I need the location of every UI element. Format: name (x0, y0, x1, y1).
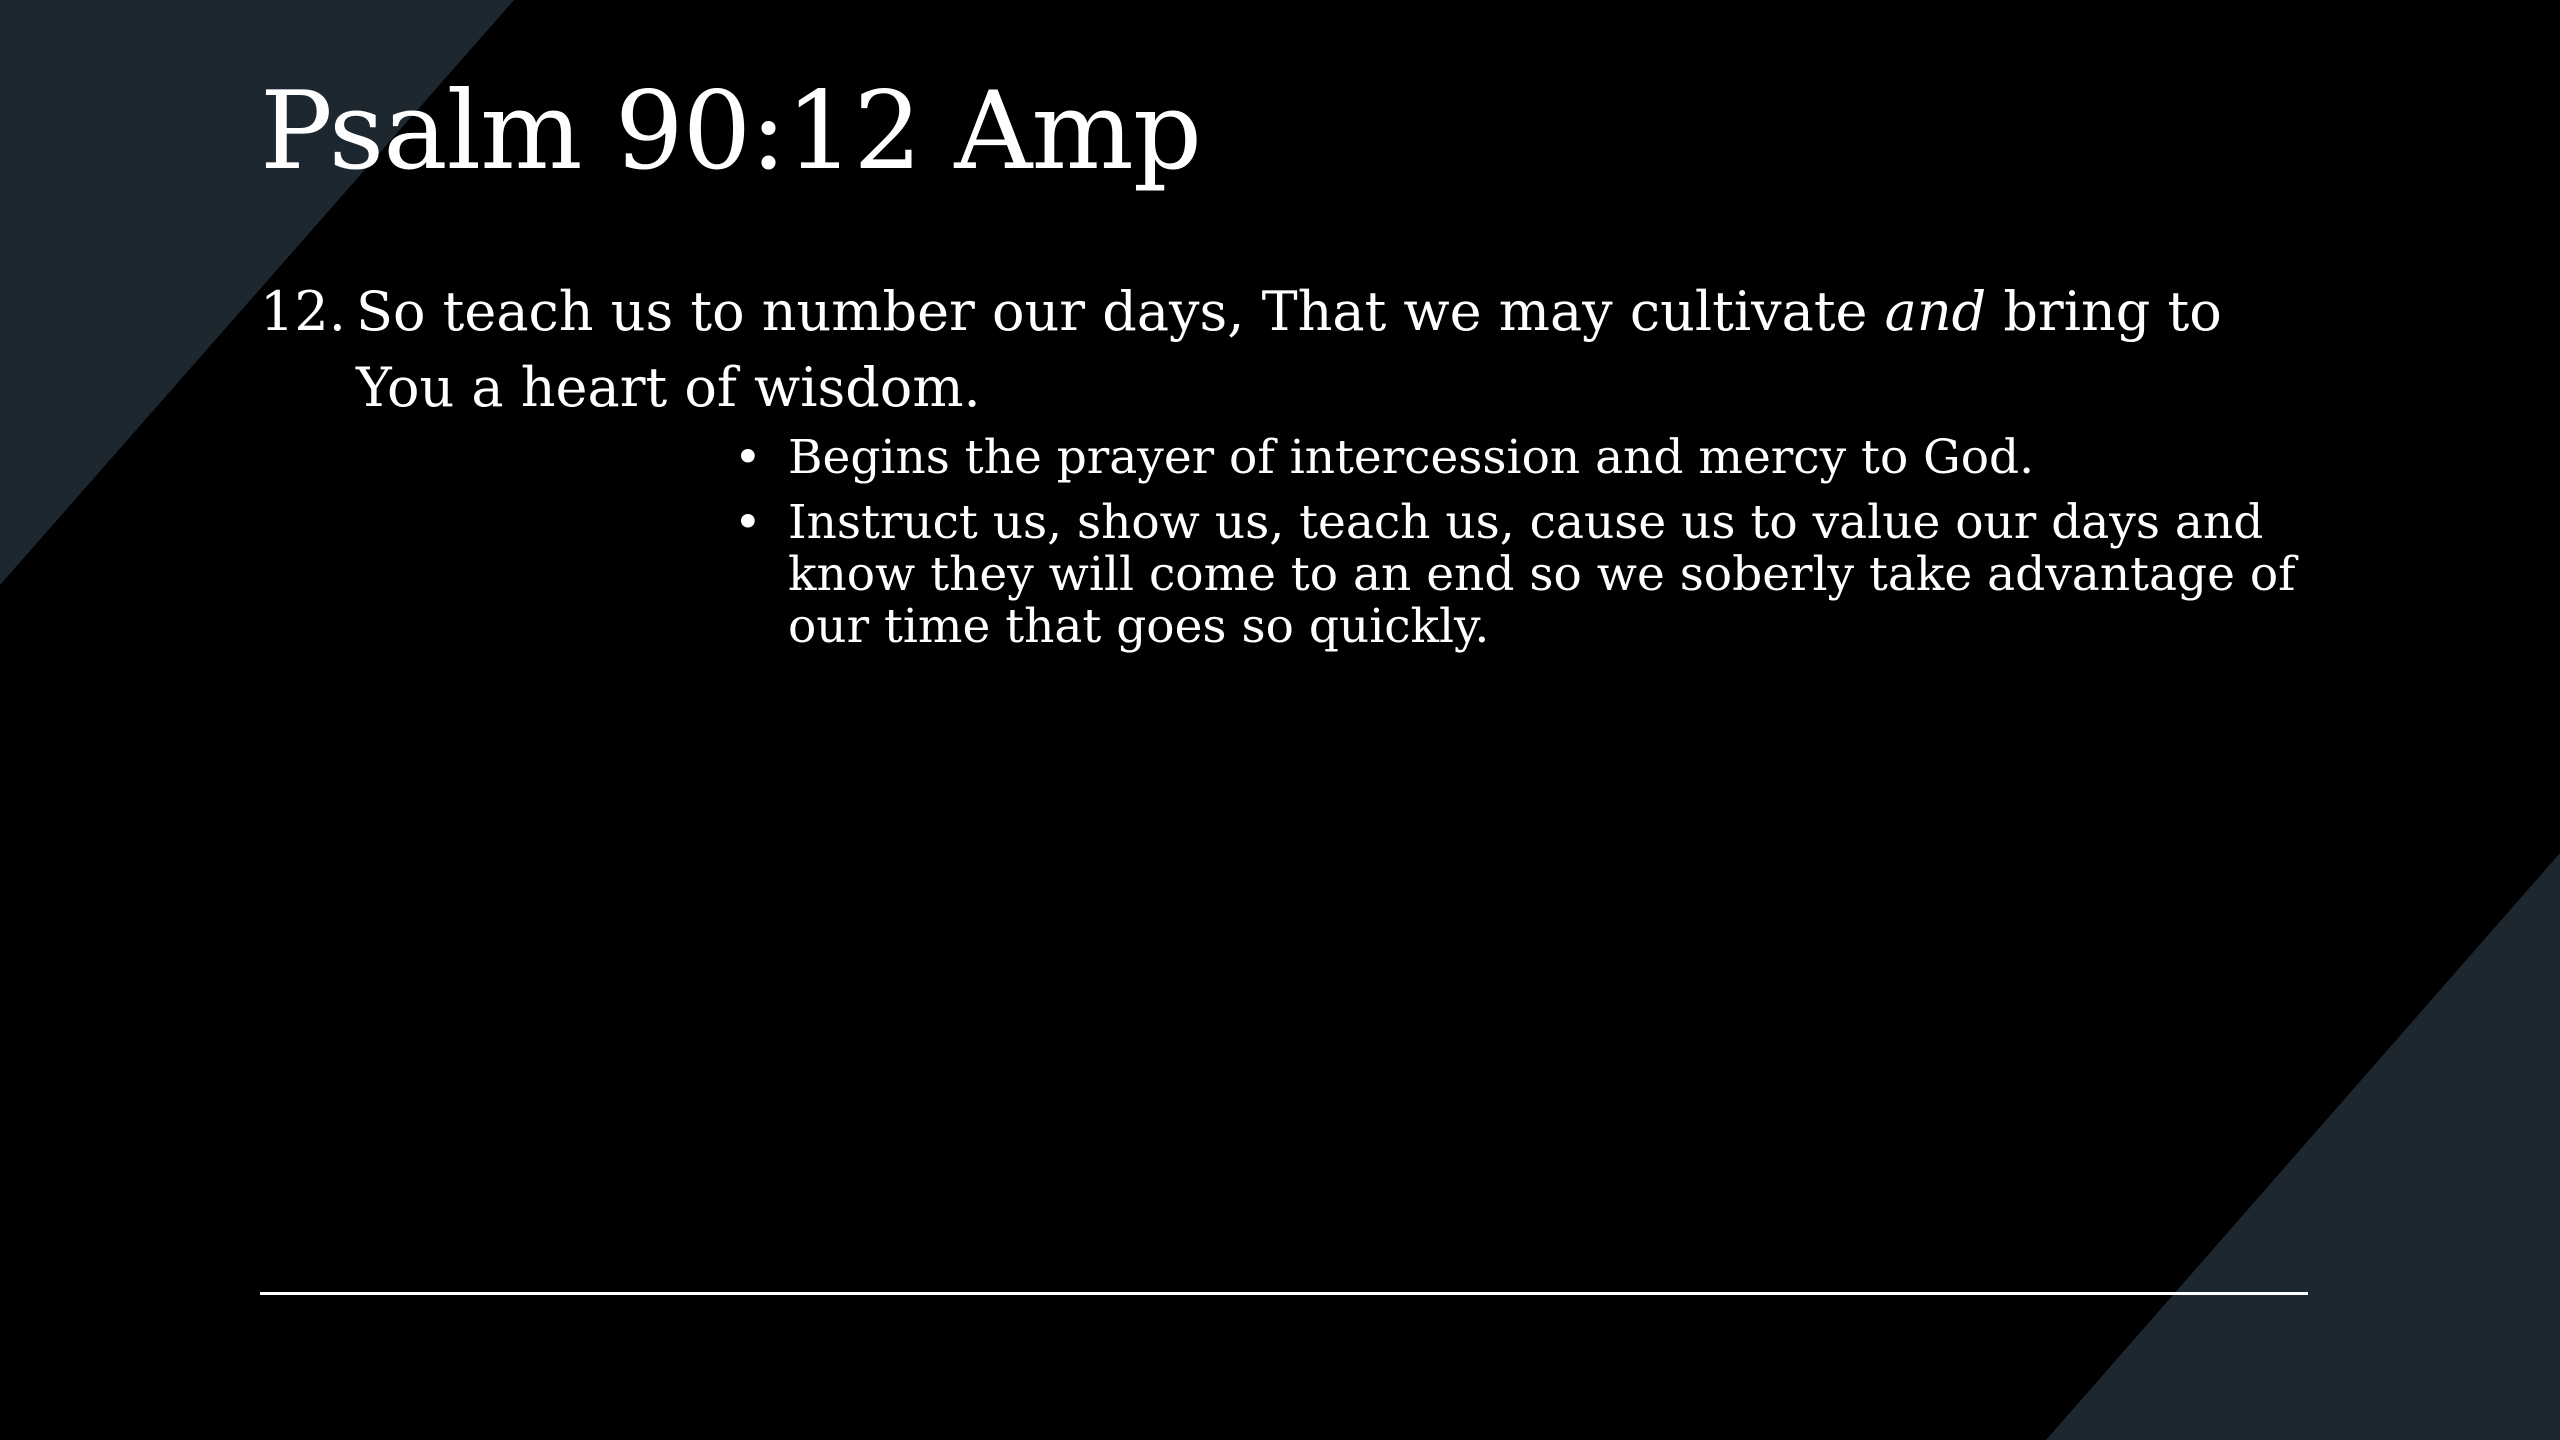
note-text: Instruct us, show us, teach us, cause us to value our days and know they will come to an end so we soberly take advantage of our time that goes so quickly. (788, 495, 2296, 654)
verse-text-before: So teach us to number our days, That we may cultivate (356, 280, 1885, 343)
horizontal-divider (260, 1292, 2308, 1295)
verse-text-after: bring to You a heart of wisdom. (356, 280, 2222, 419)
note-text: Begins the prayer of intercession and mercy to God. (788, 430, 2035, 485)
slide-title: Psalm 90:12 Amp (260, 69, 1201, 194)
verse-text (356, 274, 2300, 426)
bullet-icon: • (734, 430, 762, 485)
note-item (734, 497, 2314, 653)
note-item (734, 432, 2314, 484)
bottom-right-accent-panel (2046, 853, 2560, 1440)
verse-item (260, 274, 2300, 426)
bullet-icon: • (734, 495, 762, 550)
notes-list (734, 432, 2314, 666)
verse-number: 12. (260, 280, 346, 343)
verse-text-emphasis: and (1884, 280, 1987, 343)
